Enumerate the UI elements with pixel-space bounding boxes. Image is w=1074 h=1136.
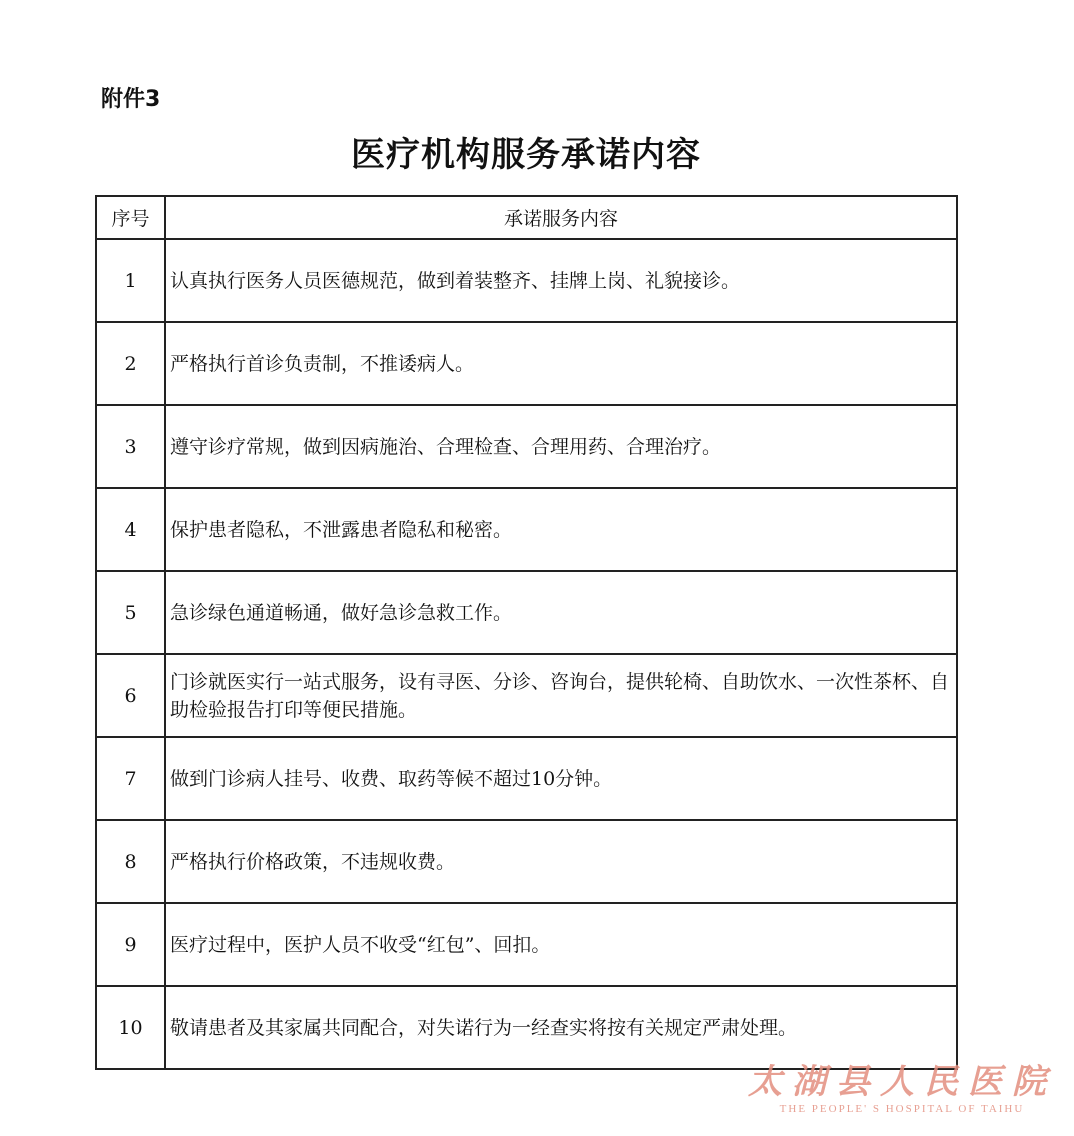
attachment-label: 附件3	[101, 87, 161, 112]
row-content: 做到门诊病人挂号、收费、取药等候不超过10分钟。	[165, 737, 957, 820]
service-commitment-table	[95, 195, 958, 1070]
row-number: 1	[96, 239, 165, 322]
row-number: 9	[96, 903, 165, 986]
table-row	[96, 322, 957, 405]
table-row	[96, 903, 957, 986]
table-row	[96, 571, 957, 654]
row-number: 5	[96, 571, 165, 654]
table-row	[96, 737, 957, 820]
row-content: 严格执行价格政策，不违规收费。	[165, 820, 957, 903]
row-number: 10	[96, 986, 165, 1069]
row-number: 2	[96, 322, 165, 405]
header-serial-number: 序号	[96, 196, 165, 239]
row-number: 7	[96, 737, 165, 820]
header-commitment-content: 承诺服务内容	[165, 196, 957, 239]
row-content: 急诊绿色通道畅通，做好急诊急救工作。	[165, 571, 957, 654]
hospital-watermark	[748, 1062, 1056, 1116]
row-number: 3	[96, 405, 165, 488]
table-row	[96, 654, 957, 737]
watermark-english-name: THE PEOPLE' S HOSPITAL OF TAIHU	[779, 1103, 1025, 1115]
row-content: 遵守诊疗常规，做到因病施治、合理检查、合理用药、合理治疗。	[165, 405, 957, 488]
row-content: 敬请患者及其家属共同配合，对失诺行为一经查实将按有关规定严肃处理。	[165, 986, 957, 1069]
document-title: 医疗机构服务承诺内容	[351, 135, 701, 175]
row-content: 认真执行医务人员医德规范，做到着装整齐、挂牌上岗、礼貌接诊。	[165, 239, 957, 322]
table-row	[96, 488, 957, 571]
row-number: 4	[96, 488, 165, 571]
table-row	[96, 986, 957, 1069]
table-row	[96, 239, 957, 322]
row-number: 8	[96, 820, 165, 903]
table-row	[96, 820, 957, 903]
table-row	[96, 405, 957, 488]
row-content: 门诊就医实行一站式服务，设有寻医、分诊、咨询台，提供轮椅、自助饮水、一次性茶杯、自助检验报告打印等便民措施。	[165, 654, 957, 737]
watermark-hospital-name: 太湖县人民医院	[748, 1062, 1056, 1102]
row-content: 医疗过程中，医护人员不收受“红包”、回扣。	[165, 903, 957, 986]
row-content: 保护患者隐私，不泄露患者隐私和秘密。	[165, 488, 957, 571]
table-header-row	[96, 196, 957, 239]
row-content: 严格执行首诊负责制，不推诿病人。	[165, 322, 957, 405]
row-number: 6	[96, 654, 165, 737]
